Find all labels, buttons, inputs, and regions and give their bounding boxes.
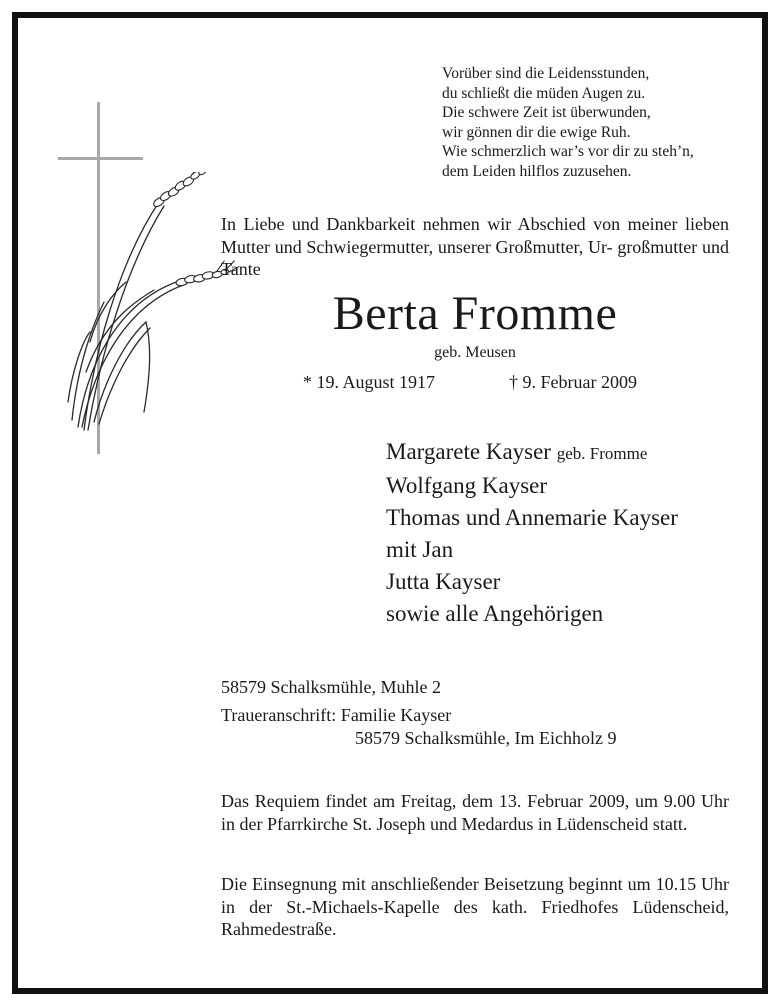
mourner-line: sowie alle Angehörigen: [386, 601, 604, 626]
requiem-notice: [221, 790, 729, 835]
death-date: † 9. Februar 2009: [509, 372, 637, 392]
mourner-line: [386, 436, 678, 470]
mourner-line: Thomas und Annemarie Kayser: [386, 505, 678, 530]
cross-icon-bar: [58, 157, 143, 160]
residence-address: 58579 Schalksmühle, Muhle 2: [221, 677, 441, 697]
mourner-line: Jutta Kayser: [386, 569, 501, 594]
poem-line: Wie schmerzlich war’s vor dir zu steh’n,: [442, 143, 694, 160]
poem-line: Vorüber sind die Leidensstunden,: [442, 65, 650, 82]
burial-line: Die Einsegnung mit anschließender Beisetzung beginnt um: [221, 874, 651, 894]
deceased-name: Berta Fromme: [332, 287, 618, 340]
poem-line: dem Leiden hilflos zuzusehen.: [442, 162, 632, 180]
requiem-line: Lüdenscheid statt.: [556, 813, 688, 834]
intro-line: In Liebe und Dankbarkeit nehmen wir Abschied von meiner: [221, 214, 678, 234]
mourner-line: Wolfgang Kayser: [386, 473, 548, 498]
requiem-line: Das Requiem findet am Freitag, dem 13. Februar 2009, um: [221, 791, 659, 811]
requiem-line: 9.00 Uhr in der Pfarrkirche St. Joseph und Medardus in: [221, 791, 729, 834]
mourning-address-line: 58579 Schalksmühle, Im Eichholz 9: [355, 727, 617, 748]
intro-line: lieben Mutter und Schwiegermutter, unserer Großmutter, Ur-: [221, 214, 730, 257]
life-dates: [303, 371, 637, 393]
memorial-poem: [442, 64, 694, 181]
intro-text: [221, 213, 729, 281]
mourners-list: [386, 436, 678, 630]
poem-line: Die schwere Zeit ist überwunden,: [442, 104, 651, 121]
intro-line: großmutter und Tante: [221, 236, 729, 279]
mourner-name: Margarete Kayser: [386, 439, 551, 464]
burial-line: 10.15 Uhr in der St.-Michaels-Kapelle des kath. Friedhofes: [221, 874, 730, 917]
mourning-address-line: Traueranschrift: Familie Kayser: [221, 705, 452, 725]
wheat-icon: [64, 172, 239, 434]
maiden-name: geb. Meusen: [434, 344, 516, 361]
mourner-note: geb. Fromme: [556, 444, 648, 463]
mourning-address: [221, 704, 616, 749]
mourner-line: mit Jan: [386, 537, 454, 562]
poem-line: du schließt die müden Augen zu.: [442, 84, 646, 102]
burial-line: Lüdenscheid, Rahmedestraße.: [221, 896, 729, 939]
birth-date: * 19. August 1917: [303, 372, 436, 392]
poem-line: wir gönnen dir die ewige Ruh.: [442, 123, 631, 141]
burial-notice: [221, 873, 729, 941]
